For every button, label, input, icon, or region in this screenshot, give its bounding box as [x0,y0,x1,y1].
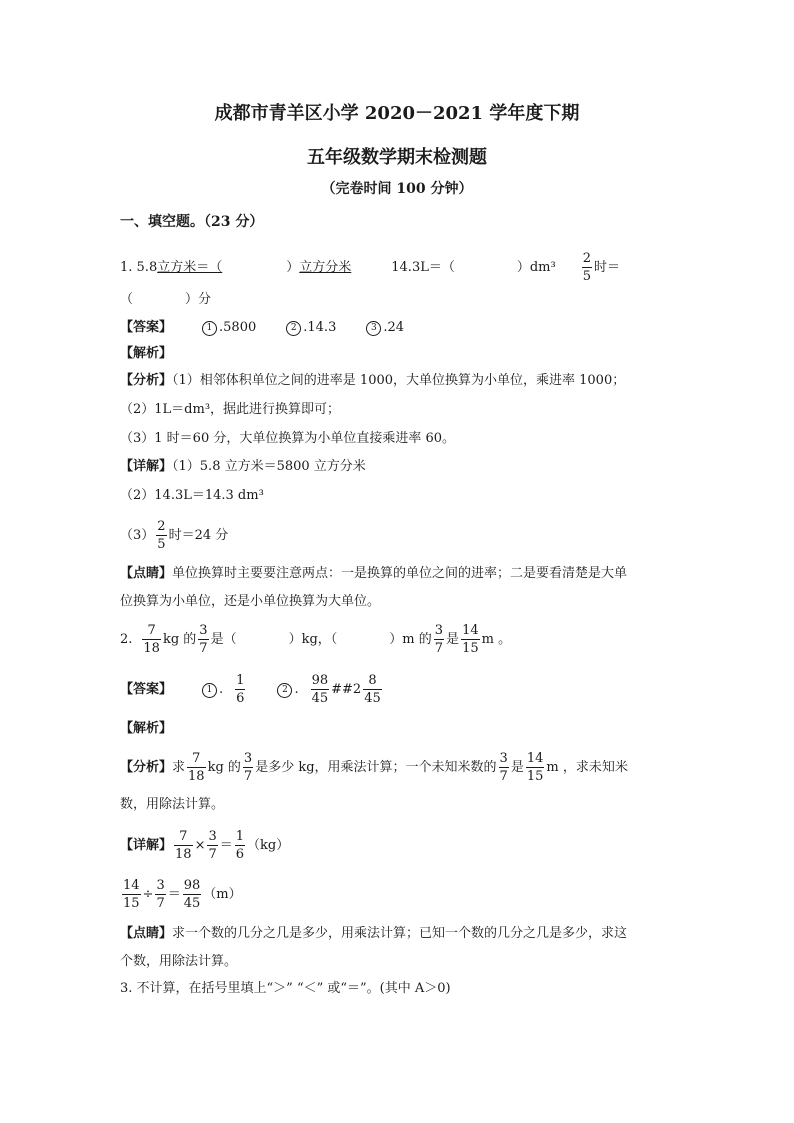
jiexi-tag: 【解析】 [120,346,173,361]
q1-detail-2: （2）14.3L＝14.3 dm³ [120,488,264,503]
answer-tag: 【答案】 [120,320,173,335]
q2-analysis-2: 数，用除法计算。 [120,797,225,812]
q2-detail-1: 【详解】 $\frac{7}{18}$ × $\frac{3}{7}$ ＝ $\frac{1}{6}$ （kg） [120,829,290,862]
doc-time-note: （完卷时间 100 分钟） [321,181,473,197]
q2-tip-2: 个数，用除法计算。 [120,954,238,969]
circled-2-icon: 2 [286,321,301,336]
doc-title-line-1: 成都市青羊区小学 2020－2021 学年度下期 [214,103,580,124]
q1-close-a: ） [286,260,300,275]
q2-detail-2: $\frac{14}{15}$ ÷ $\frac{3}{7}$ ＝ $\frac{98}{45}$ （m） [123,878,242,911]
jiexi-tag: 【解析】 [120,721,173,736]
q1-tip-1: 【点睛】单位换算时主要要注意两点：一是换算的单位之间的进率；二是要看清楚是大单 [120,566,628,581]
circled-3-icon: 3 [366,321,381,336]
q1-unit-b: 立方分米 [299,260,352,275]
q1-detail-3: （3） $\frac{2}{5}$ 时＝24 分 [120,519,229,552]
q1-number: 1. 5.8 [120,260,158,275]
circled-1-icon: 1 [202,321,217,336]
q1-analysis-2: （2）1L＝dm³，据此进行换算即可； [120,402,341,417]
q1-detail-1: 【详解】（1）5.8 立方米＝5800 立方分米 [120,459,366,474]
q1-answer: 【答案】 1 .5800 2 .14.3 3 .24 [120,320,405,335]
q1-analysis-1: 【分析】（1）相邻体积单位之间的进率是 1000，大单位换算为小单位，乘进率 1000； [120,373,626,388]
section-heading: 一、填空题。（23 分） [120,214,264,230]
q1-tip-2: 位换算为小单位，还是小单位换算为大单位。 [120,594,381,609]
circled-1-icon: 1 [202,683,217,698]
question-3: 3. 不计算，在括号里填上“＞” “＜” 或“＝”。(其中 A＞0) [120,981,451,996]
q1-unit-a: 立方米＝（ [157,260,223,275]
q1-continuation: （ ）分 [120,292,212,307]
q1-part2: 14.3L＝（ [391,260,455,275]
q1-part3: 时＝ [594,260,621,275]
q1-analysis-3: （3）1 时＝60 分，大单位换算为小单位直接乘进率 60。 [120,431,456,446]
question-1 [120,248,620,288]
q1-part2-unit: ）dm³ [516,260,556,275]
q2-answer: 【答案】 1 . $\frac{1}{6}$ 2 . $\frac{98}{45}$ ##2 $\frac{8}{45}$ [120,673,381,706]
q2-analysis: 【分析】求 $\frac{7}{18}$ kg 的 $\frac{3}{7}$ 是多少 kg，用乘法计算；一个未知米数的 $\frac{3}{7}$ 是 $\frac{14}{15}$ m ，求未知米 [120,751,628,784]
circled-2-icon: 2 [277,683,292,698]
question-2: 2. $\frac{7}{18}$ kg 的 $\frac{3}{7}$ 是（ ）kg，（ ）m 的 $\frac{3}{7}$ 是 $\frac{14}{15}$ m 。 [120,623,512,656]
q2-tip-1: 【点睛】求一个数的几分之几是多少，用乘法计算；已知一个数的几分之几是多少，求这 [120,926,628,941]
fraction: $\frac{2}{5}$ [582,251,592,284]
doc-title-line-2: 五年级数学期末检测题 [307,147,487,168]
